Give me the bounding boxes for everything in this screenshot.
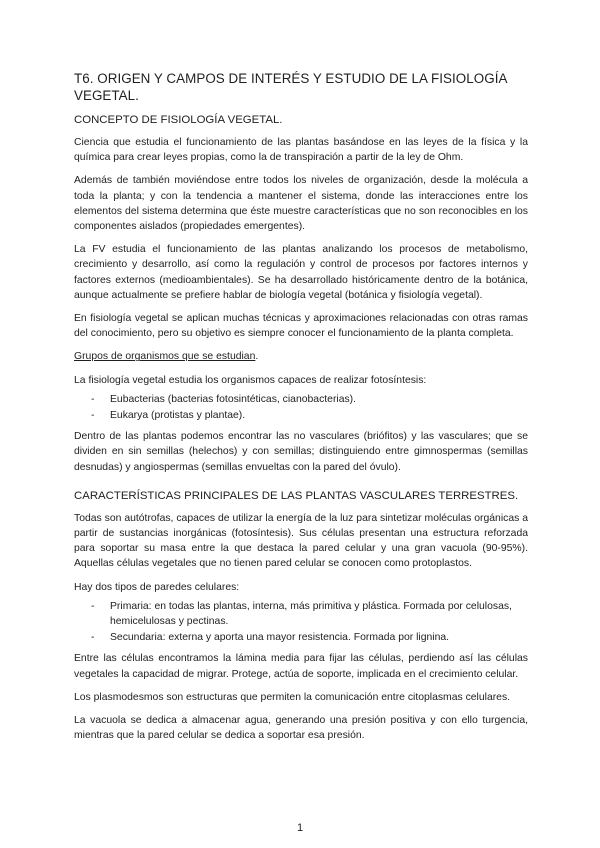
paragraph-plasmodesmos: Los plasmodesmos son estructuras que permiten la comunicación entre citoplasmas celulares. <box>74 691 511 703</box>
list-item <box>74 630 528 645</box>
paragraph-plantas-division: Dentro de las plantas podemos encontrar las no vasculares (briófitos) y las vasculares; que se dividen en sin semillas (helechos) y con semillas; distinguiendo entre gimnospermas (semillas desnudas) y angiospermas (semillas envueltas con la pared del óvulo). <box>74 431 528 473</box>
paragraph-paredes-intro: Hay dos tipos de paredes celulares: <box>74 581 240 593</box>
list-item-text: Eukarya (protistas y plantae). <box>110 410 246 422</box>
paragraph-organismos-intro: La fisiología vegetal estudia los organismos capaces de realizar fotosíntesis: <box>74 374 427 386</box>
organism-list <box>74 392 528 423</box>
paragraph-tecnicas: En fisiología vegetal se aplican muchas técnicas y aproximaciones relacionadas con otras ramas del conocimiento, pero su objetivo es siempre conocer el funcionamiento de la planta completa. <box>74 313 528 340</box>
list-marker: - <box>91 393 95 405</box>
paragraph-lamina-media: Entre las células encontramos la lámina media para fijar las células, perdiendo así las células vegetales la capacidad de migrar. Protege, actúa de soporte, implicada en el crecimiento celular. <box>74 653 528 680</box>
section-heading-concepto: CONCEPTO DE FISIOLOGÍA VEGETAL. <box>74 114 283 126</box>
list-marker: - <box>91 600 95 612</box>
document-title: T6. ORIGEN Y CAMPOS DE INTERÉS Y ESTUDIO DE LA FISIOLOGÍA VEGETAL. <box>74 71 507 103</box>
paragraph-definicion: Ciencia que estudia el funcionamiento de las plantas basándose en las leyes de la física y la química para crear leyes propias, como la de transpiración a partir de la ley de Ohm. <box>74 137 528 164</box>
list-item <box>74 392 528 407</box>
list-marker: - <box>91 410 95 422</box>
list-item-text: Eubacterias (bacterias fotosintéticas, cianobacterias). <box>110 393 357 405</box>
paragraph-fv-estudia: La FV estudia el funcionamiento de las plantas analizando los procesos de metabolismo, crecimiento y desarrollo, así como la regulación y control de procesos por factores internos y factores externos (medioambientales). Se ha desarrollado históricamente dentro de la botánica, aunque actualmente se prefiere hablar de biología vegetal (botánica y fisiología vegetal). <box>74 244 528 301</box>
list-item <box>74 408 528 423</box>
paragraph-vacuola: La vacuola se dedica a almacenar agua, generando una presión positiva y con ello turgencia, mientras que la pared celular se dedica a soportar esa presión. <box>74 715 528 742</box>
list-item <box>74 599 528 629</box>
subheading-grupos-suffix: . <box>255 351 259 363</box>
section-heading-caracteristicas: CARACTERÍSTICAS PRINCIPALES DE LAS PLANTAS VASCULARES TERRESTRES. <box>74 489 519 502</box>
paragraph-autotrofas: Todas son autótrofas, capaces de utilizar la energía de la luz para sintetizar moléculas orgánicas a partir de sustancias inorgánicas (fotosíntesis). Sus células presentan una estructura reforzada para soportar su masa entre la que destaca la pared celular y una gran vacuola (90-95%). Aquellas células vegetales que no tienen pared celular se conocen como protoplastos. <box>74 512 528 570</box>
cell-wall-list <box>74 599 528 646</box>
page-number: 1 <box>296 822 304 834</box>
list-item-text: Primaria: en todas las plantas, interna, más primitiva y plástica. Formada por celulosas, hemicelulosas y pectinas. <box>110 600 512 628</box>
subheading-grupos <box>74 349 528 364</box>
paragraph-niveles: Además de también moviéndose entre todos los niveles de organización, desde la molécula a toda la planta; y con la tendencia a mantener el sistema, donde las interacciones entre los elementos del sistema determina que éste muestre características que no son reconocibles en los componentes aislados (propiedades emergentes). <box>74 175 528 233</box>
subheading-grupos-text: Grupos de organismos que se estudian <box>74 351 256 363</box>
list-marker: - <box>91 632 95 644</box>
list-item-text: Secundaria: externa y aporta una mayor resistencia. Formada por lignina. <box>110 632 450 644</box>
